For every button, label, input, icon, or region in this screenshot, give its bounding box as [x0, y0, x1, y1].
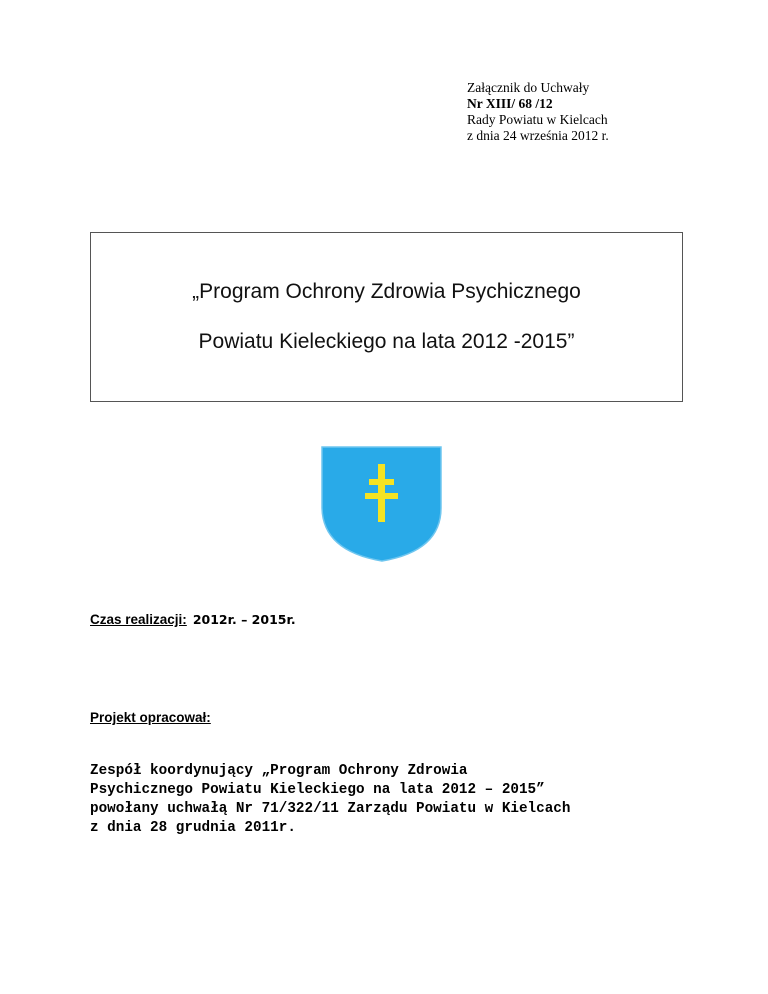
team-description — [90, 762, 710, 838]
realization-period — [90, 612, 296, 627]
team-line-2: Psychicznego Powiatu Kieleckiego na lata 2012 – 2015” — [90, 782, 545, 798]
attachment-line-3: Rady Powiatu w Kielcach — [467, 112, 608, 127]
attachment-date: z dnia 24 września 2012 r. — [467, 128, 609, 143]
team-line-3: powołany uchwałą Nr 71/322/11 Zarządu Powiatu w Kielcach — [90, 801, 571, 817]
attachment-line-1: Załącznik do Uchwały — [467, 80, 590, 95]
realization-label: Czas realizacji: — [90, 612, 187, 627]
title-line-1: „Program Ochrony Zdrowia Psychicznego — [192, 280, 581, 303]
realization-value: 2012r. – 2015r. — [192, 612, 296, 627]
title-box — [90, 232, 683, 402]
attachment-note — [467, 80, 609, 144]
title-line-2: Powiatu Kieleckiego na lata 2012 -2015” — [198, 330, 575, 353]
resolution-number: Nr XIII/ 68 /12 — [467, 96, 553, 111]
team-line-1: Zespół koordynujący „Program Ochrony Zdrowia — [90, 763, 468, 779]
author-label: Projekt opracował: — [90, 710, 211, 725]
coat-of-arms-double-cross-icon — [320, 446, 444, 564]
team-line-4: z dnia 28 grudnia 2011r. — [90, 820, 296, 836]
